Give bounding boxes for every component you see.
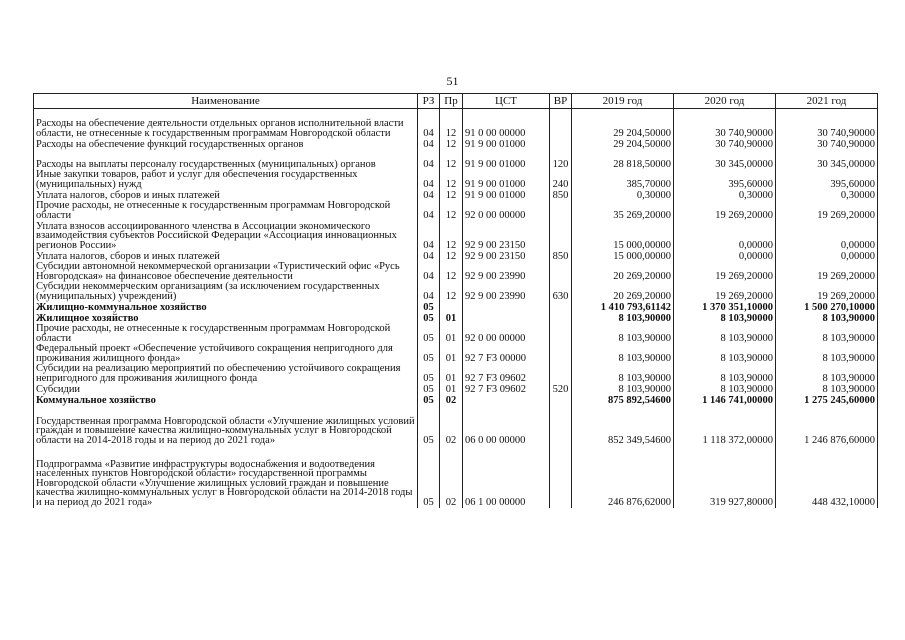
- row-cst: 06 1 00 00000: [463, 446, 550, 508]
- row-rz: 05: [418, 302, 440, 313]
- row-2020: 0,00000: [674, 251, 776, 262]
- row-name: Расходы на выплаты персоналу государственных (муниципальных) органов: [34, 150, 418, 170]
- row-name: Субсидии: [34, 384, 418, 395]
- table-row: [34, 201, 878, 221]
- row-2021: 8 103,90000: [776, 324, 878, 344]
- row-2019: 8 103,90000: [572, 364, 674, 384]
- table-row: [34, 395, 878, 406]
- row-cst: 91 9 00 01000: [463, 190, 550, 201]
- table-row: [34, 364, 878, 384]
- header-name: Наименование: [34, 94, 418, 109]
- row-name: Иные закупки товаров, работ и услуг для обеспечения государственных (муниципальных) нужд: [34, 170, 418, 190]
- row-2019: 29 204,50000: [572, 139, 674, 150]
- header-vr: ВР: [550, 94, 572, 109]
- row-pr: 12: [440, 190, 463, 201]
- row-name: Уплата налогов, сборов и иных платежей: [34, 251, 418, 262]
- table-row: [34, 384, 878, 395]
- row-cst: [463, 302, 550, 313]
- row-vr: [550, 201, 572, 221]
- row-2020: 8 103,90000: [674, 384, 776, 395]
- row-cst: 92 7 F3 00000: [463, 344, 550, 364]
- row-name: Субсидии автономной некоммерческой организации «Туристический офис «Русь Новгородская» на финансовое обеспечение деятельности: [34, 262, 418, 282]
- row-2020: 1 146 741,00000: [674, 395, 776, 406]
- page-number: 51: [446, 74, 459, 88]
- row-2019: 1 410 793,61142: [572, 302, 674, 313]
- row-vr: [550, 109, 572, 139]
- row-2021: 8 103,90000: [776, 364, 878, 384]
- row-2019: 35 269,20000: [572, 201, 674, 221]
- row-pr: 12: [440, 282, 463, 302]
- row-name: Коммунальное хозяйство: [34, 395, 418, 406]
- row-cst: 92 7 F3 09602: [463, 384, 550, 395]
- row-rz: 04: [418, 150, 440, 170]
- row-2020: 30 345,00000: [674, 150, 776, 170]
- row-2021: 19 269,20000: [776, 262, 878, 282]
- row-2020: 8 103,90000: [674, 313, 776, 324]
- table-row: [34, 262, 878, 282]
- row-vr: [550, 262, 572, 282]
- row-2019: 852 349,54600: [572, 406, 674, 446]
- table-row: [34, 150, 878, 170]
- row-2021: 30 740,90000: [776, 109, 878, 139]
- table-row: [34, 251, 878, 262]
- header-2021: 2021 год: [776, 94, 878, 109]
- row-2021: 1 246 876,60000: [776, 406, 878, 446]
- row-cst: 91 9 00 01000: [463, 139, 550, 150]
- row-vr: [550, 313, 572, 324]
- row-cst: 06 0 00 00000: [463, 406, 550, 446]
- row-rz: 05: [418, 313, 440, 324]
- row-name: Уплата налогов, сборов и иных платежей: [34, 190, 418, 201]
- row-2021: 448 432,10000: [776, 446, 878, 508]
- row-cst: 91 9 00 01000: [463, 170, 550, 190]
- row-2020: 19 269,20000: [674, 282, 776, 302]
- table-row: [34, 282, 878, 302]
- row-rz: 04: [418, 109, 440, 139]
- row-rz: 05: [418, 395, 440, 406]
- row-cst: 92 9 00 23150: [463, 251, 550, 262]
- table-row: [34, 302, 878, 313]
- row-pr: 12: [440, 109, 463, 139]
- row-vr: [550, 324, 572, 344]
- row-pr: 12: [440, 262, 463, 282]
- row-pr: 12: [440, 139, 463, 150]
- row-2019: 875 892,54600: [572, 395, 674, 406]
- row-cst: [463, 313, 550, 324]
- row-pr: 01: [440, 344, 463, 364]
- row-rz: 04: [418, 170, 440, 190]
- table-row: [34, 190, 878, 201]
- row-cst: 92 7 F3 09602: [463, 364, 550, 384]
- row-rz: 04: [418, 190, 440, 201]
- row-2021: 1 275 245,60000: [776, 395, 878, 406]
- row-vr: [550, 344, 572, 364]
- row-rz: 05: [418, 446, 440, 508]
- header-cst: ЦСТ: [463, 94, 550, 109]
- row-2020: 1 118 372,00000: [674, 406, 776, 446]
- row-pr: 12: [440, 150, 463, 170]
- row-vr: [550, 406, 572, 446]
- row-2021: 0,30000: [776, 190, 878, 201]
- row-2021: 19 269,20000: [776, 282, 878, 302]
- row-2020: 19 269,20000: [674, 201, 776, 221]
- table-row: [34, 221, 878, 251]
- row-2021: 8 103,90000: [776, 344, 878, 364]
- row-vr: [550, 395, 572, 406]
- row-rz: 04: [418, 139, 440, 150]
- row-name: Подпрограмма «Развитие инфраструктуры водоснабжения и водоотведения населенных пунктов Новгородской области» государственной программы Новгородской области «Улучшение жилищных условий граждан и повышение качества жилищно-коммунальных услуг в Новгородской области на 2014-2018 годы и на период до 2021 года»: [34, 446, 418, 508]
- table-row: [34, 170, 878, 190]
- row-pr: 01: [440, 324, 463, 344]
- header-rz: РЗ: [418, 94, 440, 109]
- row-name: Прочие расходы, не отнесенные к государственным программам Новгородской области: [34, 324, 418, 344]
- row-pr: 02: [440, 395, 463, 406]
- row-2020: 30 740,90000: [674, 109, 776, 139]
- row-2020: 395,60000: [674, 170, 776, 190]
- row-vr: 240: [550, 170, 572, 190]
- row-2020: 19 269,20000: [674, 262, 776, 282]
- table-row: [34, 313, 878, 324]
- row-2021: 1 500 270,10000: [776, 302, 878, 313]
- row-rz: 05: [418, 344, 440, 364]
- row-2021: 30 740,90000: [776, 139, 878, 150]
- row-vr: 850: [550, 190, 572, 201]
- row-rz: 04: [418, 251, 440, 262]
- row-2019: 385,70000: [572, 170, 674, 190]
- row-pr: 12: [440, 170, 463, 190]
- row-2021: 30 345,00000: [776, 150, 878, 170]
- row-cst: 91 0 00 00000: [463, 109, 550, 139]
- table-row: [34, 109, 878, 139]
- row-2020: 30 740,90000: [674, 139, 776, 150]
- row-rz: 05: [418, 364, 440, 384]
- row-vr: 630: [550, 282, 572, 302]
- row-name: Федеральный проект «Обеспечение устойчивого сокращения непригодного для проживания жилищного фонда»: [34, 344, 418, 364]
- row-cst: 92 9 00 23990: [463, 262, 550, 282]
- table-row: [34, 139, 878, 150]
- row-rz: 05: [418, 384, 440, 395]
- row-cst: 92 0 00 00000: [463, 324, 550, 344]
- row-pr: 01: [440, 313, 463, 324]
- budget-table: [33, 93, 878, 508]
- row-rz: 05: [418, 406, 440, 446]
- row-name: Уплата взносов ассоциированного членства в Ассоциации экономического взаимодействия субъектов Российской Федерации «Ассоциация инновационных регионов России»: [34, 221, 418, 251]
- row-pr: 01: [440, 384, 463, 395]
- header-2019: 2019 год: [572, 94, 674, 109]
- row-2021: 8 103,90000: [776, 313, 878, 324]
- row-2020: 0,00000: [674, 221, 776, 251]
- row-pr: 12: [440, 221, 463, 251]
- row-2019: 29 204,50000: [572, 109, 674, 139]
- row-vr: 120: [550, 150, 572, 170]
- row-pr: 01: [440, 364, 463, 384]
- row-2020: 8 103,90000: [674, 324, 776, 344]
- row-cst: 92 0 00 00000: [463, 201, 550, 221]
- row-name: Государственная программа Новгородской области «Улучшение жилищных условий граждан и повышение качества жилищно-коммунальных услуг в Новгородской области на 2014-2018 годы и на период до 2021 года»: [34, 406, 418, 446]
- row-name: Жилищно-коммунальное хозяйство: [34, 302, 418, 313]
- row-2020: 0,30000: [674, 190, 776, 201]
- table-row: [34, 324, 878, 344]
- row-vr: 850: [550, 251, 572, 262]
- row-rz: 04: [418, 201, 440, 221]
- row-cst: 92 9 00 23150: [463, 221, 550, 251]
- row-rz: 05: [418, 324, 440, 344]
- table-row: [34, 344, 878, 364]
- row-cst: [463, 395, 550, 406]
- row-2021: 0,00000: [776, 251, 878, 262]
- table-row: [34, 406, 878, 446]
- row-2019: 0,30000: [572, 190, 674, 201]
- row-name: Расходы на обеспечение функций государственных органов: [34, 139, 418, 150]
- row-name: Расходы на обеспечение деятельности отдельных органов исполнительной власти области, не отнесенные к государственным программам Новгородской области: [34, 109, 418, 139]
- row-rz: 04: [418, 262, 440, 282]
- row-pr: [440, 302, 463, 313]
- row-2019: 246 876,62000: [572, 446, 674, 508]
- row-rz: 04: [418, 221, 440, 251]
- row-name: Жилищное хозяйство: [34, 313, 418, 324]
- row-name: Прочие расходы, не отнесенные к государственным программам Новгородской области: [34, 201, 418, 221]
- header-2020: 2020 год: [674, 94, 776, 109]
- row-2019: 20 269,20000: [572, 282, 674, 302]
- row-cst: 91 9 00 01000: [463, 150, 550, 170]
- row-2019: 28 818,50000: [572, 150, 674, 170]
- row-vr: [550, 446, 572, 508]
- row-2019: 8 103,90000: [572, 313, 674, 324]
- row-pr: 12: [440, 251, 463, 262]
- row-2021: 0,00000: [776, 221, 878, 251]
- row-rz: 04: [418, 282, 440, 302]
- row-pr: 02: [440, 406, 463, 446]
- table-body: [34, 109, 878, 508]
- row-2020: 8 103,90000: [674, 344, 776, 364]
- row-2019: 20 269,20000: [572, 262, 674, 282]
- row-name: Субсидии некоммерческим организациям (за исключением государственных (муниципальных) учреждений): [34, 282, 418, 302]
- row-2019: 8 103,90000: [572, 344, 674, 364]
- row-name: Субсидии на реализацию мероприятий по обеспечению устойчивого сокращения непригодного для проживания жилищного фонда: [34, 364, 418, 384]
- row-2019: 8 103,90000: [572, 324, 674, 344]
- row-2020: 8 103,90000: [674, 364, 776, 384]
- row-2020: 319 927,80000: [674, 446, 776, 508]
- row-vr: 520: [550, 384, 572, 395]
- row-pr: 02: [440, 446, 463, 508]
- row-2021: 19 269,20000: [776, 201, 878, 221]
- table-row: [34, 446, 878, 508]
- row-2019: 8 103,90000: [572, 384, 674, 395]
- row-2020: 1 370 351,10000: [674, 302, 776, 313]
- table-header-row: [34, 94, 878, 109]
- row-vr: [550, 364, 572, 384]
- row-vr: [550, 139, 572, 150]
- row-vr: [550, 221, 572, 251]
- row-pr: 12: [440, 201, 463, 221]
- row-2021: 395,60000: [776, 170, 878, 190]
- row-2019: 15 000,00000: [572, 221, 674, 251]
- header-pr: Пр: [440, 94, 463, 109]
- row-vr: [550, 302, 572, 313]
- row-2021: 8 103,90000: [776, 384, 878, 395]
- row-cst: 92 9 00 23990: [463, 282, 550, 302]
- row-2019: 15 000,00000: [572, 251, 674, 262]
